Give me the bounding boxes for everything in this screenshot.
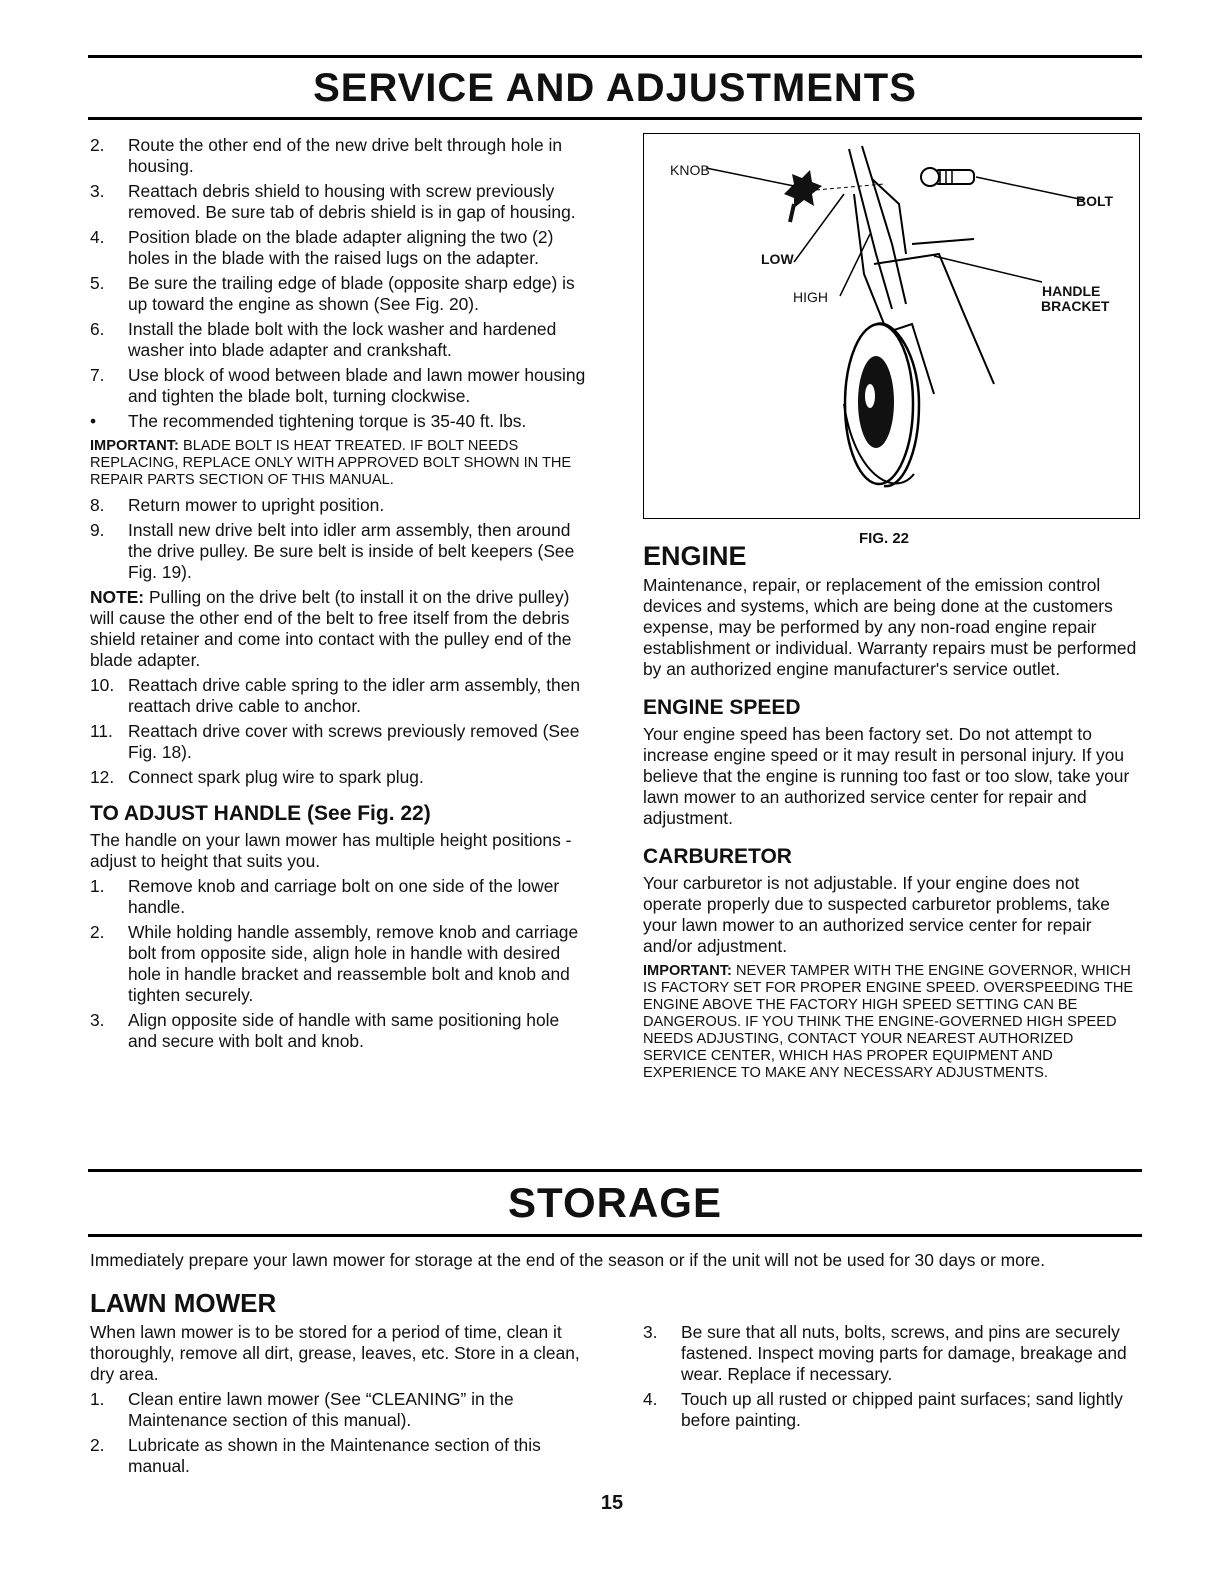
important-note-blade bbox=[90, 438, 590, 489]
list-item bbox=[90, 520, 590, 583]
page-title: SERVICE AND ADJUSTMENTS bbox=[313, 66, 917, 110]
label-bolt: BOLT bbox=[1076, 193, 1114, 209]
handle-adjust-illustration bbox=[644, 134, 1141, 520]
bolt-icon bbox=[921, 168, 974, 186]
important-note-governor bbox=[643, 963, 1141, 1082]
list-item bbox=[90, 181, 590, 223]
list-item-text: Reattach drive cover with screws previously removed (See Fig. 18). bbox=[128, 721, 580, 762]
handle-heading: TO ADJUST HANDLE (See Fig. 22) bbox=[90, 802, 431, 825]
carburetor-text: Your carburetor is not adjustable. If your engine does not operate properly due to suspected carburetor problems, take your lawn mower to an authorized service center for repair and/or adjustment. bbox=[643, 873, 1110, 956]
list-item-text: Touch up all rusted or chipped paint surfaces; sand lightly before painting. bbox=[681, 1389, 1123, 1430]
label-low: LOW bbox=[761, 251, 794, 267]
engine-text: Maintenance, repair, or replacement of the emission control devices and systems, which are being done at the customers expense, may be performed by any non-road engine repair establishment or individual. Warranty repairs must be performed by an authorized engine manufacturer's service outlet. bbox=[643, 575, 1137, 679]
list-item-text: Remove knob and carriage bolt on one side of the lower handle. bbox=[128, 876, 560, 917]
list-item bbox=[90, 365, 590, 407]
important-label: IMPORTANT: bbox=[90, 438, 179, 454]
list-item-number: 6. bbox=[90, 319, 105, 339]
list-item-number: 4. bbox=[90, 227, 105, 247]
list-item bbox=[643, 1389, 1141, 1431]
lawn-mower-text: When lawn mower is to be stored for a period of time, clean it thoroughly, remove all dirt, grease, leaves, etc. Store in a clean, dry area. bbox=[90, 1322, 580, 1384]
engine-heading: ENGINE bbox=[643, 541, 747, 571]
list-item bbox=[90, 411, 590, 432]
label-knob: KNOB bbox=[670, 162, 710, 178]
list-item-text: Clean entire lawn mower (See “CLEANING” in the Maintenance section of this manual). bbox=[128, 1389, 514, 1430]
list-item-number: 5. bbox=[90, 273, 105, 293]
list-item-number: 2. bbox=[90, 922, 105, 942]
list-item-number: • bbox=[90, 411, 97, 431]
list-item-number: 2. bbox=[90, 1435, 105, 1455]
list-item-text: Route the other end of the new drive belt through hole in housing. bbox=[128, 135, 563, 176]
list-item bbox=[90, 135, 590, 177]
handle-steps-list bbox=[90, 876, 590, 1052]
storage-top-rule bbox=[88, 1169, 1142, 1172]
important-label: IMPORTANT: bbox=[643, 963, 732, 979]
list-item bbox=[90, 922, 590, 1006]
figure-caption: FIG. 22 bbox=[859, 530, 910, 547]
page-number: 15 bbox=[600, 1492, 624, 1514]
list-item-text: Connect spark plug wire to spark plug. bbox=[128, 767, 424, 787]
carburetor-heading: CARBURETOR bbox=[643, 845, 792, 868]
list-item-text: Use block of wood between blade and lawn mower housing and tighten the blade bolt, turning clockwise. bbox=[128, 365, 586, 406]
list-item-text: Install the blade bolt with the lock washer and hardened washer into blade adapter and crankshaft. bbox=[128, 319, 557, 360]
storage-steps-right bbox=[643, 1322, 1141, 1431]
list-item-number: 3. bbox=[90, 1010, 105, 1030]
storage-underline bbox=[88, 1234, 1142, 1237]
list-item-number: 12. bbox=[90, 767, 115, 787]
storage-right-column bbox=[643, 1322, 1141, 1435]
storage-title: STORAGE bbox=[508, 1179, 722, 1226]
steps-list-a bbox=[90, 135, 590, 432]
list-item bbox=[90, 1010, 590, 1052]
knob-icon bbox=[784, 170, 822, 222]
list-item-number: 2. bbox=[90, 135, 105, 155]
engine-speed-heading: ENGINE SPEED bbox=[643, 696, 801, 719]
important-text: BLADE BOLT IS HEAT TREATED. IF BOLT NEEDS REPLACING, REPLACE ONLY WITH APPROVED BOLT SHOWN IN THE REPAIR PARTS SECTION OF THIS MANUAL. bbox=[90, 438, 572, 488]
label-handle: HANDLE bbox=[1042, 283, 1101, 299]
engine-speed-text: Your engine speed has been factory set. Do not attempt to increase engine speed or it may result in personal injury. If you believe that the engine is running too fast or too slow, take your lawn mower to an authorized service center for repair and adjustment. bbox=[643, 724, 1130, 828]
important-text: NEVER TAMPER WITH THE ENGINE GOVERNOR, WHICH IS FACTORY SET FOR PROPER ENGINE SPEED. OVERSPEEDING THE ENGINE ABOVE THE FACTORY HIGH SPEED SETTING CAN BE DANGEROUS. IF YOU THINK THE ENGINE-GOVERNED HIGH SPEED NEEDS ADJUSTING, CONTACT YOUR NEAREST AUTHORIZED SERVICE CENTER, WHICH HAS PROPER EQUIPMENT AND EXPERIENCE TO MAKE ANY NECESSARY ADJUSTMENTS. bbox=[643, 963, 1134, 1081]
list-item bbox=[90, 495, 590, 516]
list-item-text: Position blade on the blade adapter aligning the two (2) holes in the blade with the raised lugs on the adapter. bbox=[128, 227, 554, 268]
list-item-text: Align opposite side of handle with same positioning hole and secure with bolt and knob. bbox=[128, 1010, 560, 1051]
steps-list-b bbox=[90, 495, 590, 583]
list-item-number: 3. bbox=[90, 181, 105, 201]
storage-steps-left bbox=[90, 1389, 590, 1477]
top-rule bbox=[88, 55, 1142, 58]
right-column bbox=[643, 541, 1141, 1086]
list-item-text: Install new drive belt into idler arm assembly, then around the drive pulley. Be sure belt is inside of belt keepers (See Fig. 19). bbox=[128, 520, 575, 582]
list-item bbox=[90, 1389, 590, 1431]
lawn-mower-heading: LAWN MOWER bbox=[90, 1288, 277, 1318]
list-item-number: 1. bbox=[90, 876, 105, 896]
list-item-number: 8. bbox=[90, 495, 105, 515]
list-item bbox=[90, 767, 590, 788]
left-column bbox=[90, 135, 590, 1056]
list-item-text: Be sure the trailing edge of blade (opposite sharp edge) is up toward the engine as shown (See Fig. 20). bbox=[128, 273, 575, 314]
list-item-number: 4. bbox=[643, 1389, 658, 1409]
storage-left-column bbox=[90, 1288, 590, 1481]
storage-intro: Immediately prepare your lawn mower for storage at the end of the season or if the unit will not be used for 30 days or more. bbox=[90, 1250, 1046, 1270]
list-item-text: Lubricate as shown in the Maintenance section of this manual. bbox=[128, 1435, 541, 1476]
list-item bbox=[90, 273, 590, 315]
note-label: NOTE: bbox=[90, 587, 145, 607]
list-item bbox=[90, 227, 590, 269]
list-item bbox=[90, 721, 590, 763]
list-item bbox=[643, 1322, 1141, 1385]
list-item-text: The recommended tightening torque is 35-40 ft. lbs. bbox=[128, 411, 527, 431]
handle-intro: The handle on your lawn mower has multiple height positions - adjust to height that suits you. bbox=[90, 830, 572, 871]
list-item-text: Reattach debris shield to housing with screw previously removed. Be sure tab of debris shield is in gap of housing. bbox=[128, 181, 576, 222]
steps-list-c bbox=[90, 675, 590, 788]
list-item-number: 3. bbox=[643, 1322, 658, 1342]
list-item-text: Return mower to upright position. bbox=[128, 495, 385, 515]
label-high: HIGH bbox=[793, 289, 828, 305]
list-item-number: 10. bbox=[90, 675, 115, 695]
list-item bbox=[90, 675, 590, 717]
list-item bbox=[90, 1435, 590, 1477]
list-item-text: Be sure that all nuts, bolts, screws, and pins are securely fastened. Inspect moving parts for damage, breakage and wear. Replace if necessary. bbox=[681, 1322, 1127, 1384]
list-item-text: Reattach drive cable spring to the idler arm assembly, then reattach drive cable to anchor. bbox=[128, 675, 581, 716]
label-bracket: BRACKET bbox=[1041, 298, 1110, 314]
wheel-icon bbox=[844, 324, 919, 487]
title-underline bbox=[88, 117, 1142, 120]
list-item-number: 7. bbox=[90, 365, 105, 385]
note-text: Pulling on the drive belt (to install it on the drive pulley) will cause the other end of the belt to free itself from the debris shield retainer and come into contact with the pulley end of the blade adapter. bbox=[90, 587, 572, 670]
list-item-number: 1. bbox=[90, 1389, 105, 1409]
list-item bbox=[90, 319, 590, 361]
list-item-number: 9. bbox=[90, 520, 105, 540]
list-item-text: While holding handle assembly, remove knob and carriage bolt from opposite side, align hole in handle with desired hole in handle bracket and reassemble bolt and knob and tighten securely. bbox=[128, 922, 579, 1005]
figure-22 bbox=[643, 133, 1140, 519]
list-item-number: 11. bbox=[90, 721, 113, 741]
note-paragraph bbox=[90, 587, 590, 671]
list-item bbox=[90, 876, 590, 918]
